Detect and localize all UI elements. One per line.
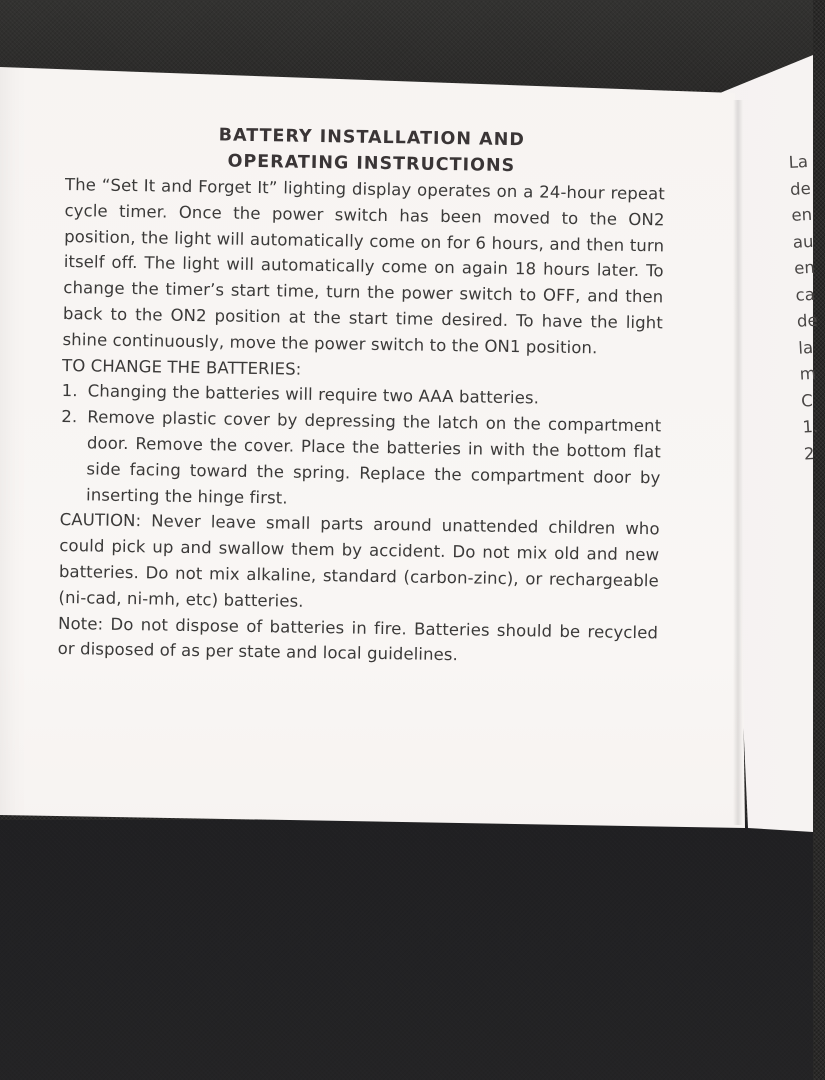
right-fragment: en xyxy=(793,257,816,278)
right-fragment: la xyxy=(797,337,814,358)
title-line-1: BATTERY INSTALLATION AND xyxy=(218,125,525,151)
right-fragment: 1. xyxy=(802,416,819,437)
right-fragment: 2 xyxy=(803,443,815,464)
step-1-number: 1. xyxy=(61,381,78,401)
right-fragment: C xyxy=(800,390,814,411)
step-2-text: Remove plastic cover by depressing the latch on the compartment door. Remove the cover. Place the batteries in with the bottom flat side facing toward the spring. Replace the compartment door by inserting the hinge first. xyxy=(85,407,662,508)
right-fragment: au xyxy=(792,231,814,252)
change-batteries-heading: TO CHANGE THE BATTERIES: xyxy=(62,355,302,379)
page-fold xyxy=(733,100,743,825)
intro-paragraph: The “Set It and Forget It” lighting display operates on a 24-hour repeat cycle timer. Once the power switch has been moved to the ON2 position, the light will automatically come on for 6 hours, and then turn itself off. The light will automatically come on again 18 hours later. To change the timer’s start time, turn the power switch to OFF, and then back to the ON2 position at the start time desired. To have the light shine continuously, move the power switch to the ON1 position. xyxy=(62,174,666,358)
step-2 xyxy=(60,404,662,517)
right-fragment: en xyxy=(790,204,813,225)
right-fragment: La xyxy=(788,151,809,172)
title-line-2: OPERATING INSTRUCTIONS xyxy=(227,151,516,177)
step-2-number: 2. xyxy=(61,407,78,427)
right-fragment: m xyxy=(799,363,817,384)
caution-paragraph: CAUTION: Never leave small parts around unattended children who could pick up and swallow them by accident. Do not mix old and new batteries. Do not mix alkaline, standard (carbon-zinc), or rechargeable (ni-cad, ni-mh, etc) batteries. xyxy=(58,510,660,611)
step-1-text: Changing the batteries will require two AAA batteries. xyxy=(87,381,540,408)
instructions-document xyxy=(57,120,665,671)
right-fragment: ca xyxy=(795,284,816,305)
note-paragraph: Note: Do not dispose of batteries in fire. Batteries should be recycled or disposed of as per state and local guidelines. xyxy=(57,613,659,665)
fabric-background-bottom xyxy=(0,820,813,1080)
right-fragment: de xyxy=(796,310,819,331)
right-fragment: de xyxy=(789,178,812,199)
